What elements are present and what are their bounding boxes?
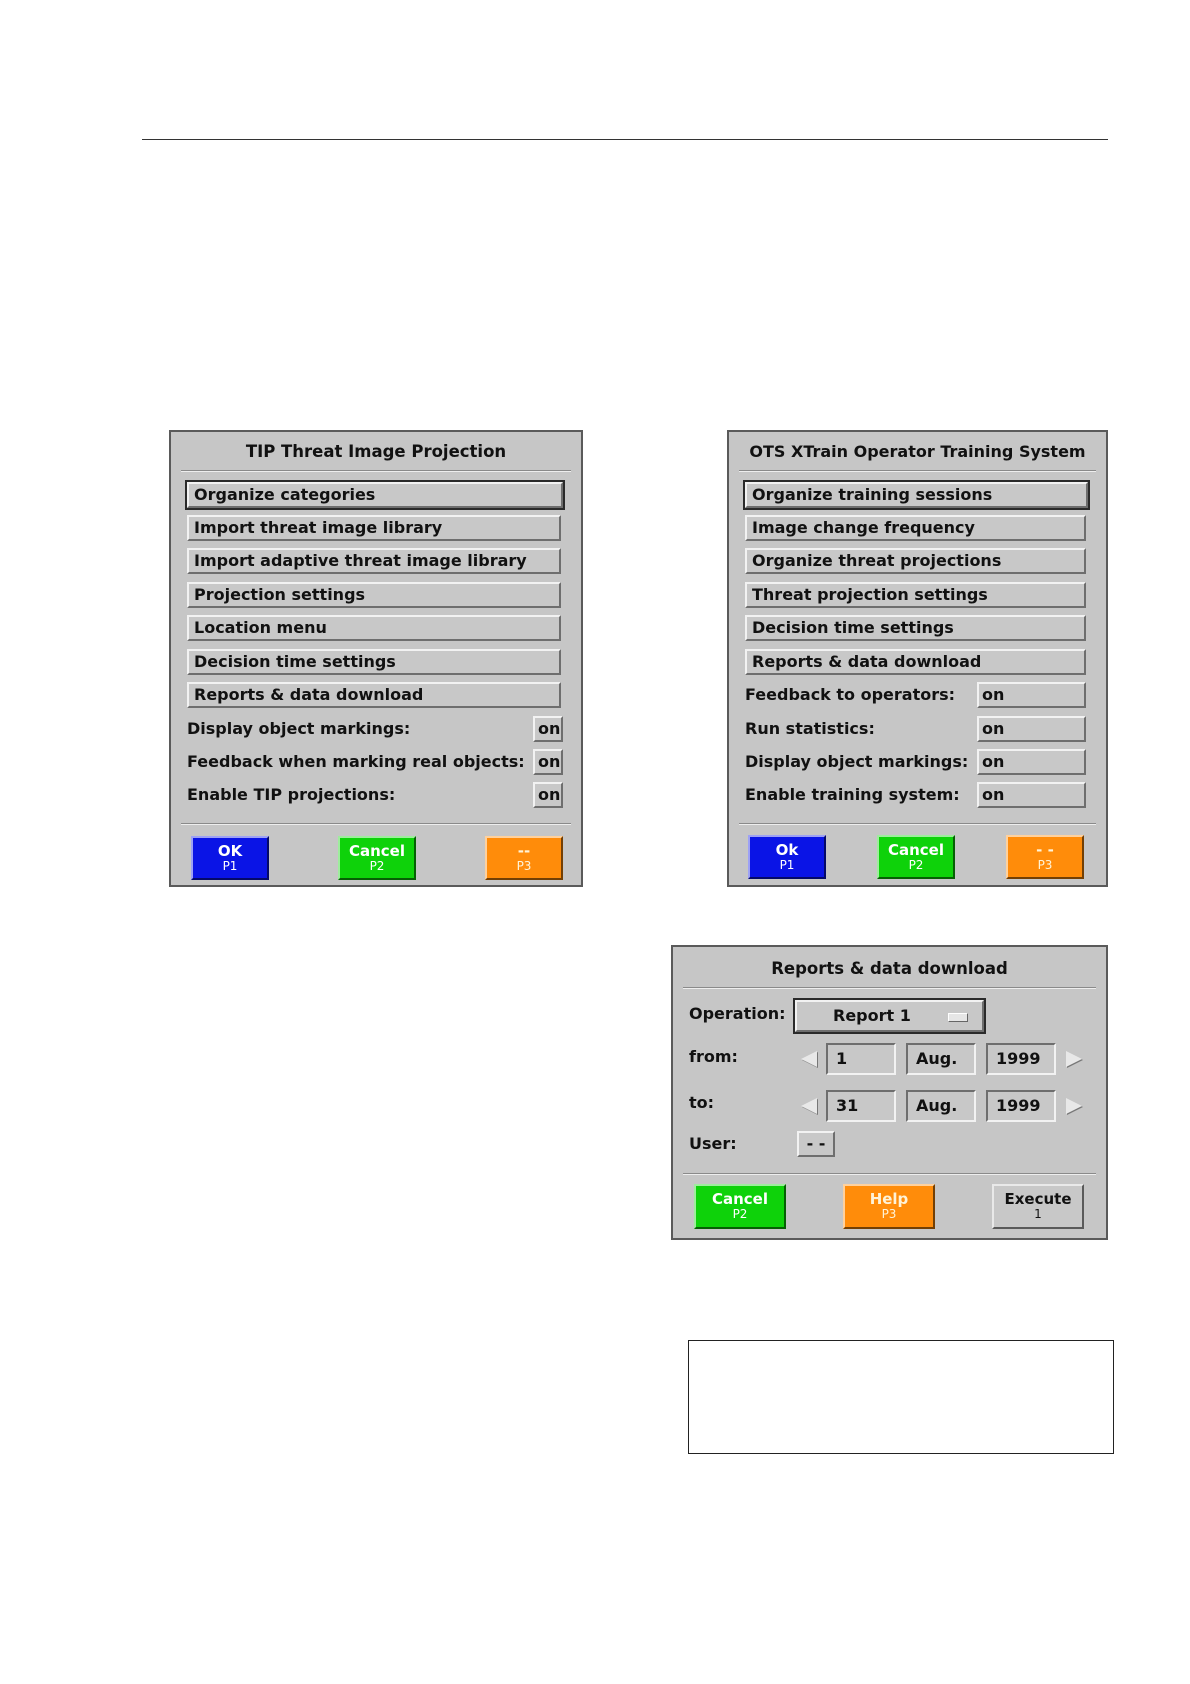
reports-dialog — [671, 945, 1108, 1240]
tip-cancel-button[interactable]: Cancel P2 — [338, 836, 416, 880]
ots-enable-training-system-label: Enable training system: — [745, 785, 960, 804]
tip-display-object-markings-label: Display object markings: — [187, 719, 411, 738]
ots-run-statistics-label: Run statistics: — [745, 719, 875, 738]
from-month-field[interactable]: Aug. — [906, 1043, 976, 1075]
reports-help-button[interactable]: Help P3 — [843, 1184, 935, 1229]
dropdown-icon — [948, 1013, 968, 1022]
to-year-field[interactable]: 1999 — [986, 1090, 1056, 1122]
from-year-field[interactable]: 1999 — [986, 1043, 1056, 1075]
operation-select-value: Report 1 — [833, 1006, 911, 1025]
tip-display-object-markings-toggle[interactable]: on — [533, 716, 563, 742]
reports-title-divider — [683, 987, 1096, 989]
tip-menu-decision-time-settings[interactable]: Decision time settings — [187, 649, 561, 675]
tip-enable-projections-label: Enable TIP projections: — [187, 785, 396, 804]
ots-feedback-operators-label: Feedback to operators: — [745, 685, 956, 704]
tip-feedback-real-objects-toggle[interactable]: on — [533, 749, 563, 775]
ots-ok-button[interactable]: Ok P1 — [748, 835, 826, 879]
from-prev-arrow-icon[interactable] — [801, 1051, 817, 1067]
tip-menu-import-adaptive-threat-image-library[interactable]: Import adaptive threat image library — [187, 548, 561, 574]
header-rule — [142, 139, 1108, 140]
ots-run-statistics-toggle[interactable]: on — [977, 716, 1086, 742]
ots-menu-image-change-frequency[interactable]: Image change frequency — [745, 515, 1086, 541]
reports-dialog-title: Reports & data download — [771, 959, 1008, 978]
tip-feedback-real-objects-label: Feedback when marking real objects: — [187, 752, 525, 771]
ots-menu-reports-data-download[interactable]: Reports & data download — [745, 649, 1086, 675]
to-next-arrow-icon[interactable] — [1066, 1098, 1082, 1114]
reports-footer-divider — [683, 1173, 1096, 1175]
tip-menu-location-menu[interactable]: Location menu — [187, 615, 561, 641]
ots-display-object-markings-toggle[interactable]: on — [977, 749, 1086, 775]
operation-select[interactable] — [795, 1000, 984, 1032]
tip-menu-organize-categories[interactable]: Organize categories — [187, 482, 563, 508]
from-next-arrow-icon[interactable] — [1066, 1051, 1082, 1067]
tip-dialog-title: TIP Threat Image Projection — [245, 442, 507, 461]
from-day-field[interactable]: 1 — [826, 1043, 896, 1075]
to-day-field[interactable]: 31 — [826, 1090, 896, 1122]
tip-menu-reports-data-download[interactable]: Reports & data download — [187, 682, 561, 708]
to-prev-arrow-icon[interactable] — [801, 1098, 817, 1114]
to-month-field[interactable]: Aug. — [906, 1090, 976, 1122]
reports-cancel-button[interactable]: Cancel P2 — [694, 1184, 786, 1229]
user-select[interactable]: - - — [797, 1131, 835, 1157]
ots-menu-organize-threat-projections[interactable]: Organize threat projections — [745, 548, 1086, 574]
tip-menu-projection-settings[interactable]: Projection settings — [187, 582, 561, 608]
from-label: from: — [689, 1047, 738, 1066]
tip-menu-import-threat-image-library[interactable]: Import threat image library — [187, 515, 561, 541]
tip-ok-button[interactable]: OK P1 — [191, 836, 269, 880]
user-label: User: — [689, 1134, 737, 1153]
ots-title-divider — [739, 470, 1096, 472]
ots-menu-decision-time-settings[interactable]: Decision time settings — [745, 615, 1086, 641]
tip-footer-divider — [181, 823, 571, 825]
reports-execute-button[interactable]: Execute 1 — [992, 1184, 1084, 1229]
tip-dialog — [169, 430, 583, 887]
tip-p3-button[interactable]: -- P3 — [485, 836, 563, 880]
tip-title-divider — [181, 470, 571, 472]
ots-menu-organize-training-sessions[interactable]: Organize training sessions — [745, 482, 1088, 508]
ots-menu-threat-projection-settings[interactable]: Threat projection settings — [745, 582, 1086, 608]
ots-cancel-button[interactable]: Cancel P2 — [877, 835, 955, 879]
operation-label: Operation: — [689, 1004, 786, 1023]
ots-enable-training-system-toggle[interactable]: on — [977, 782, 1086, 808]
ots-display-object-markings-label: Display object markings: — [745, 752, 969, 771]
ots-dialog-title: OTS XTrain Operator Training System — [749, 442, 1086, 461]
ots-feedback-operators-toggle[interactable]: on — [977, 682, 1086, 708]
ots-p3-button[interactable]: - - P3 — [1006, 835, 1084, 879]
ots-dialog — [727, 430, 1108, 887]
empty-caption-box — [688, 1340, 1114, 1454]
to-label: to: — [689, 1093, 715, 1112]
tip-enable-projections-toggle[interactable]: on — [533, 782, 563, 808]
ots-footer-divider — [739, 823, 1096, 825]
